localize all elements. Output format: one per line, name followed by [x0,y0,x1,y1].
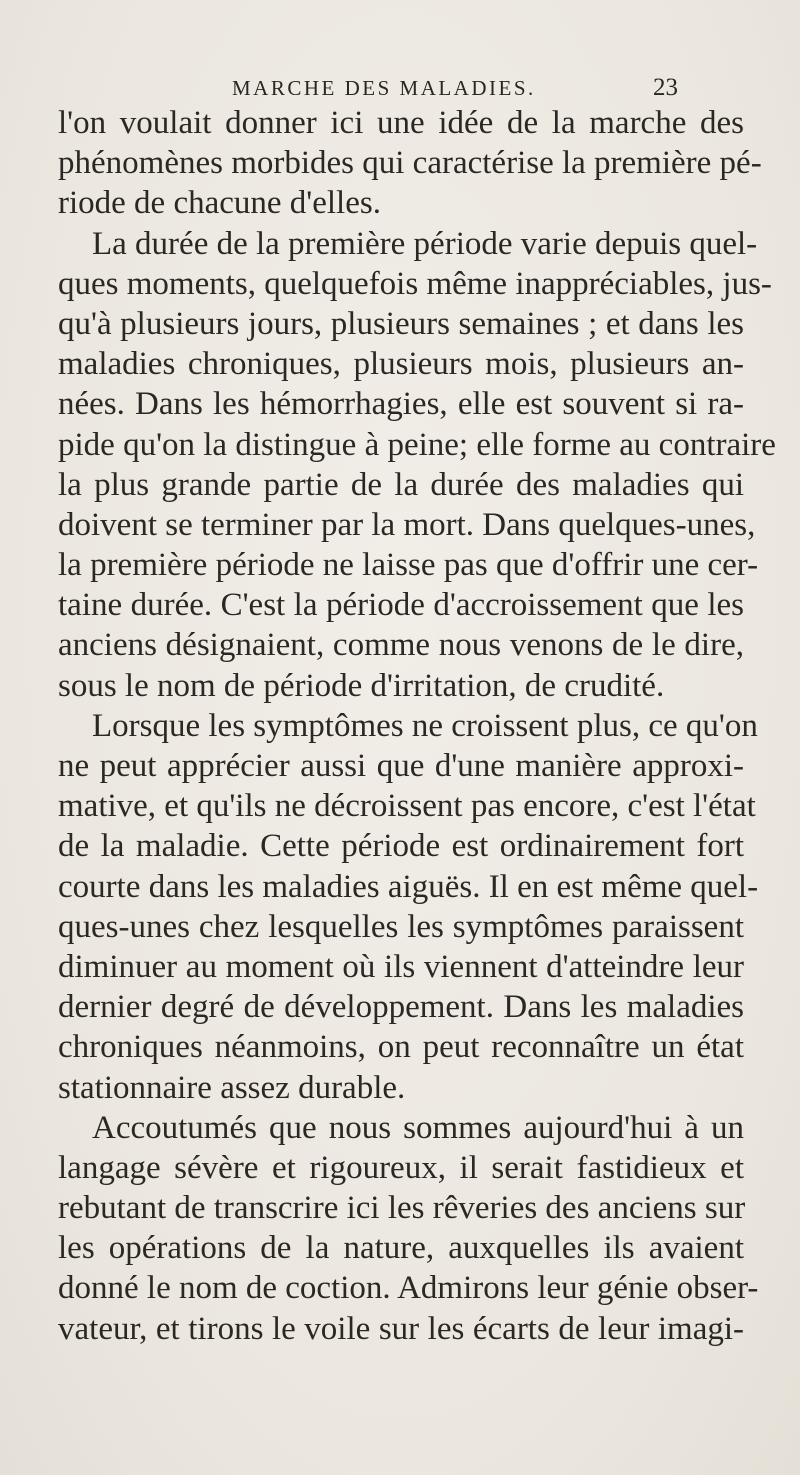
text-line: nées. Dans les hémorrhagies, elle est souvent si ra- [58,386,744,423]
text-line: donné le nom de coction. Admirons leur génie obser- [58,1270,759,1307]
text-line: anciens désignaient, comme nous venons de le dire, [58,627,744,664]
text-line: langage sévère et rigoureux, il serait fastidieux et [58,1149,744,1186]
text-line: les opérations de la nature, auxquelles ils avaient [58,1230,744,1267]
text-line: rebutant de transcrire ici les rêveries des anciens sur [58,1190,746,1227]
text-line: La durée de la première période varie depuis quel- [92,225,758,262]
text-line: vateur, et tirons le voile sur les écarts de leur imagi- [58,1310,744,1347]
running-head [0,74,800,104]
text-line: dernier degré de développement. Dans les maladies [58,989,744,1026]
text-line: ques-unes chez lesquelles les symptômes paraissent [58,908,744,945]
text-line: de la maladie. Cette période est ordinairement fort [58,828,744,865]
text-line: maladies chroniques, plusieurs mois, plusieurs an- [58,346,744,383]
text-line: courte dans les maladies aiguës. Il en est même quel- [58,868,759,905]
text-line: l'on voulait donner ici une idée de la marche des [58,105,744,141]
text-line: riode de chacune d'elles. [58,185,381,222]
text-line: ne peut apprécier aussi que d'une manière approxi- [58,748,744,784]
text-line: mative, et qu'ils ne décroissent pas encore, c'est l'état [58,788,756,825]
page-number: 23 [653,74,678,101]
text-line: qu'à plusieurs jours, plusieurs semaines ; et dans les [58,305,744,342]
text-line: doivent se terminer par la mort. Dans quelques-unes, [58,506,756,543]
running-title: MARCHE DES MALADIES. [232,76,536,100]
text-line: stationnaire assez durable. [58,1069,406,1106]
text-line: la plus grande partie de la durée des maladies qui [58,466,744,503]
text-line: la première période ne laisse pas que d'offrir une cer- [58,547,759,584]
text-line: Lorsque les symptômes ne croissent plus, ce qu'on [92,707,758,744]
text-line: phénomènes morbides qui caractérise la première pé- [58,145,762,182]
text-line: diminuer au moment où ils viennent d'atteindre leur [58,948,744,985]
text-line: taine durée. C'est la période d'accroissement que les [58,587,744,624]
text-line: chroniques néanmoins, on peut reconnaître un état [58,1029,744,1066]
text-line: pide qu'on la distingue à peine; elle forme au contraire [58,426,776,463]
text-line: sous le nom de période d'irritation, de crudité. [58,667,665,704]
text-line: Accoutumés que nous sommes aujourd'hui à un [92,1109,744,1146]
body-text [58,103,776,1349]
text-line: ques moments, quelquefois même inappréciables, jus- [58,265,772,302]
